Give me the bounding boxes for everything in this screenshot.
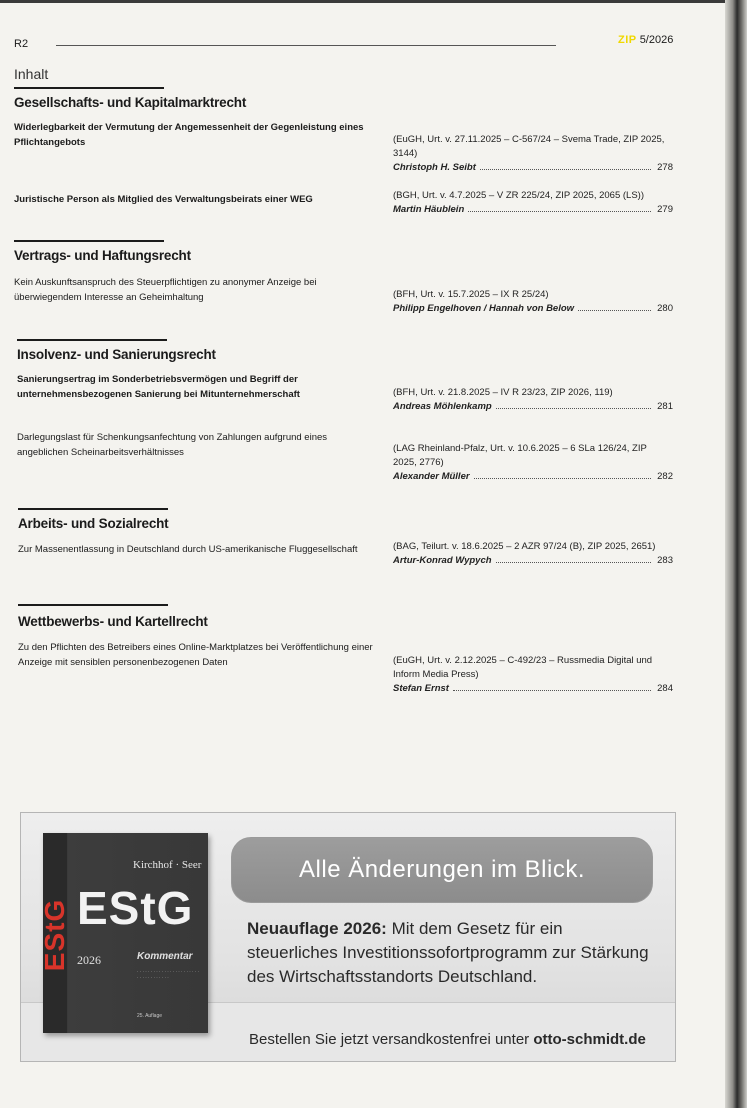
citation-block — [393, 288, 673, 316]
section-rule — [18, 508, 168, 510]
leader-dots — [453, 690, 651, 691]
author: Stefan Ernst — [393, 683, 449, 694]
ad-body — [247, 917, 657, 989]
entry-title: Zu den Pflichten des Betreibers eines Online-Marktplatzes bei Veröffentlichung einer Anzeige mit sensiblen personenbezogenen Daten — [18, 642, 373, 668]
page-ref[interactable]: 278 — [657, 162, 673, 173]
entry-title: Zur Massenentlassung in Deutschland durch US-amerikanische Fluggesellschaft — [18, 544, 358, 555]
top-rule — [0, 0, 725, 3]
ad-lead-text: Mit dem Gesetz für ein steuerliches Investitionssofortprogramm zur Stärkung des Wirtschaftsstandorts Deutschland. — [247, 919, 649, 986]
author-line — [393, 682, 673, 696]
citation: (LAG Rheinland-Pfalz, Urt. v. 10.6.2025 – 6 SLa 126/24, ZIP 2025, 2776) — [393, 443, 647, 468]
page-ref[interactable]: 282 — [657, 471, 673, 482]
author-line — [393, 203, 673, 217]
leader-dots — [496, 562, 652, 563]
page-ref[interactable]: 283 — [657, 555, 673, 566]
author: Andreas Möhlenkamp — [393, 401, 492, 412]
leader-dots — [578, 310, 651, 311]
book-spine — [39, 833, 70, 1033]
citation: (EuGH, Urt. v. 2.12.2025 – C-492/23 – Russmedia Digital und Inform Media Press) — [393, 655, 653, 680]
book-title: EStG — [77, 882, 194, 934]
book-spine-title: EStG — [39, 898, 70, 972]
section-title: Gesellschafts- und Kapitalmarktrecht — [14, 95, 247, 110]
ad-lead-bold: Neuauflage 2026: — [247, 919, 387, 938]
header-rule — [56, 45, 556, 46]
citation-block — [393, 189, 673, 217]
section-title: Wettbewerbs- und Kartellrecht — [18, 614, 208, 629]
book-publisher: Kirchhof · Seer — [133, 859, 202, 871]
leader-dots — [496, 408, 651, 409]
citation-block — [393, 442, 673, 484]
leader-dots — [474, 478, 652, 479]
ad-cta-link[interactable]: otto-schmidt.de — [533, 1031, 646, 1048]
citation-block — [393, 654, 673, 696]
section-title: Vertrags- und Haftungsrecht — [14, 248, 191, 263]
citation: (BFH, Urt. v. 21.8.2025 – IV R 23/23, ZIP 2026, 119) — [393, 387, 613, 398]
author-line — [393, 554, 673, 568]
issue-number: 5/2026 — [639, 34, 674, 46]
citation: (BAG, Teilurt. v. 18.6.2025 – 2 AZR 97/24 (B), ZIP 2025, 2651) — [393, 541, 656, 552]
book-author-list: · · · · · · · · · · · · · · · · · · · · · · · · · · · · · · · · · · · — [137, 969, 199, 980]
ad-cta-text: Bestellen Sie jetzt versandkostenfrei unter — [249, 1031, 530, 1048]
page-number: R2 — [14, 38, 29, 50]
section-rule — [14, 240, 164, 242]
entry-title: Widerlegbarkeit der Vermutung der Angemessenheit der Gegenleistung eines Pflichtangebots — [14, 122, 364, 148]
entry-title: Darlegungslast für Schenkungsanfechtung von Zahlungen aufgrund eines angeblichen Scheinarbeitsverhältnisses — [17, 432, 328, 458]
section-rule — [14, 87, 164, 89]
citation-block — [393, 386, 673, 414]
citation-block — [393, 540, 673, 568]
leader-dots — [480, 169, 651, 170]
issue-label — [618, 34, 673, 46]
page-ref[interactable]: 281 — [657, 401, 673, 412]
author: Christoph H. Seibt — [393, 162, 476, 173]
entry-title: Kein Auskunftsanspruch des Steuerpflichtigen zu anonymer Anzeige bei überwiegendem Interesse an Geheimhaltung — [14, 277, 317, 303]
book-edition: 25. Auflage — [137, 1013, 163, 1019]
citation: (BGH, Urt. v. 4.7.2025 – V ZR 225/24, ZIP 2025, 2065 (LS)) — [393, 190, 644, 201]
author-line — [393, 470, 673, 484]
book-cover-image — [39, 833, 208, 1033]
section-title: Arbeits- und Sozialrecht — [18, 516, 169, 531]
page-ref[interactable]: 284 — [657, 683, 673, 694]
author: Alexander Müller — [393, 471, 470, 482]
contents-label: Inhalt — [14, 66, 49, 82]
ad-headline: Alle Änderungen im Blick. — [299, 856, 585, 883]
author: Artur-Konrad Wypych — [393, 555, 492, 566]
citation: (EuGH, Urt. v. 27.11.2025 – C-567/24 – Svema Trade, ZIP 2025, 3144) — [393, 134, 665, 159]
section-title: Insolvenz- und Sanierungsrecht — [17, 347, 216, 362]
ad-call-to-action — [249, 1031, 646, 1048]
author-line — [393, 302, 673, 316]
page-ref[interactable]: 279 — [657, 204, 673, 215]
author: Martin Häublein — [393, 204, 465, 215]
entry-title: Juristische Person als Mitglied des Verwaltungsbeirats einer WEG — [14, 194, 313, 205]
book-year: 2026 — [77, 953, 101, 967]
binding-edge — [725, 0, 747, 1108]
citation-block — [393, 133, 673, 175]
section-rule — [18, 604, 168, 606]
author-line — [393, 400, 673, 414]
citation: (BFH, Urt. v. 15.7.2025 – IX R 25/24) — [393, 289, 549, 300]
entry-title: Sanierungsertrag im Sonderbetriebsvermögen und Begriff der unternehmensbezogenen Sanierung bei Mitunternehmerschaft — [17, 374, 300, 400]
author: Philipp Engelhoven / Hannah von Below — [393, 303, 575, 314]
author-line — [393, 161, 673, 175]
page-ref[interactable]: 280 — [657, 303, 673, 314]
journal-brand: ZIP — [618, 34, 637, 46]
section-rule — [17, 339, 167, 341]
ad-headline-pill — [231, 837, 653, 903]
book-subtitle: Kommentar — [137, 951, 193, 962]
advertisement-banner[interactable] — [20, 812, 676, 1062]
leader-dots — [468, 211, 651, 212]
